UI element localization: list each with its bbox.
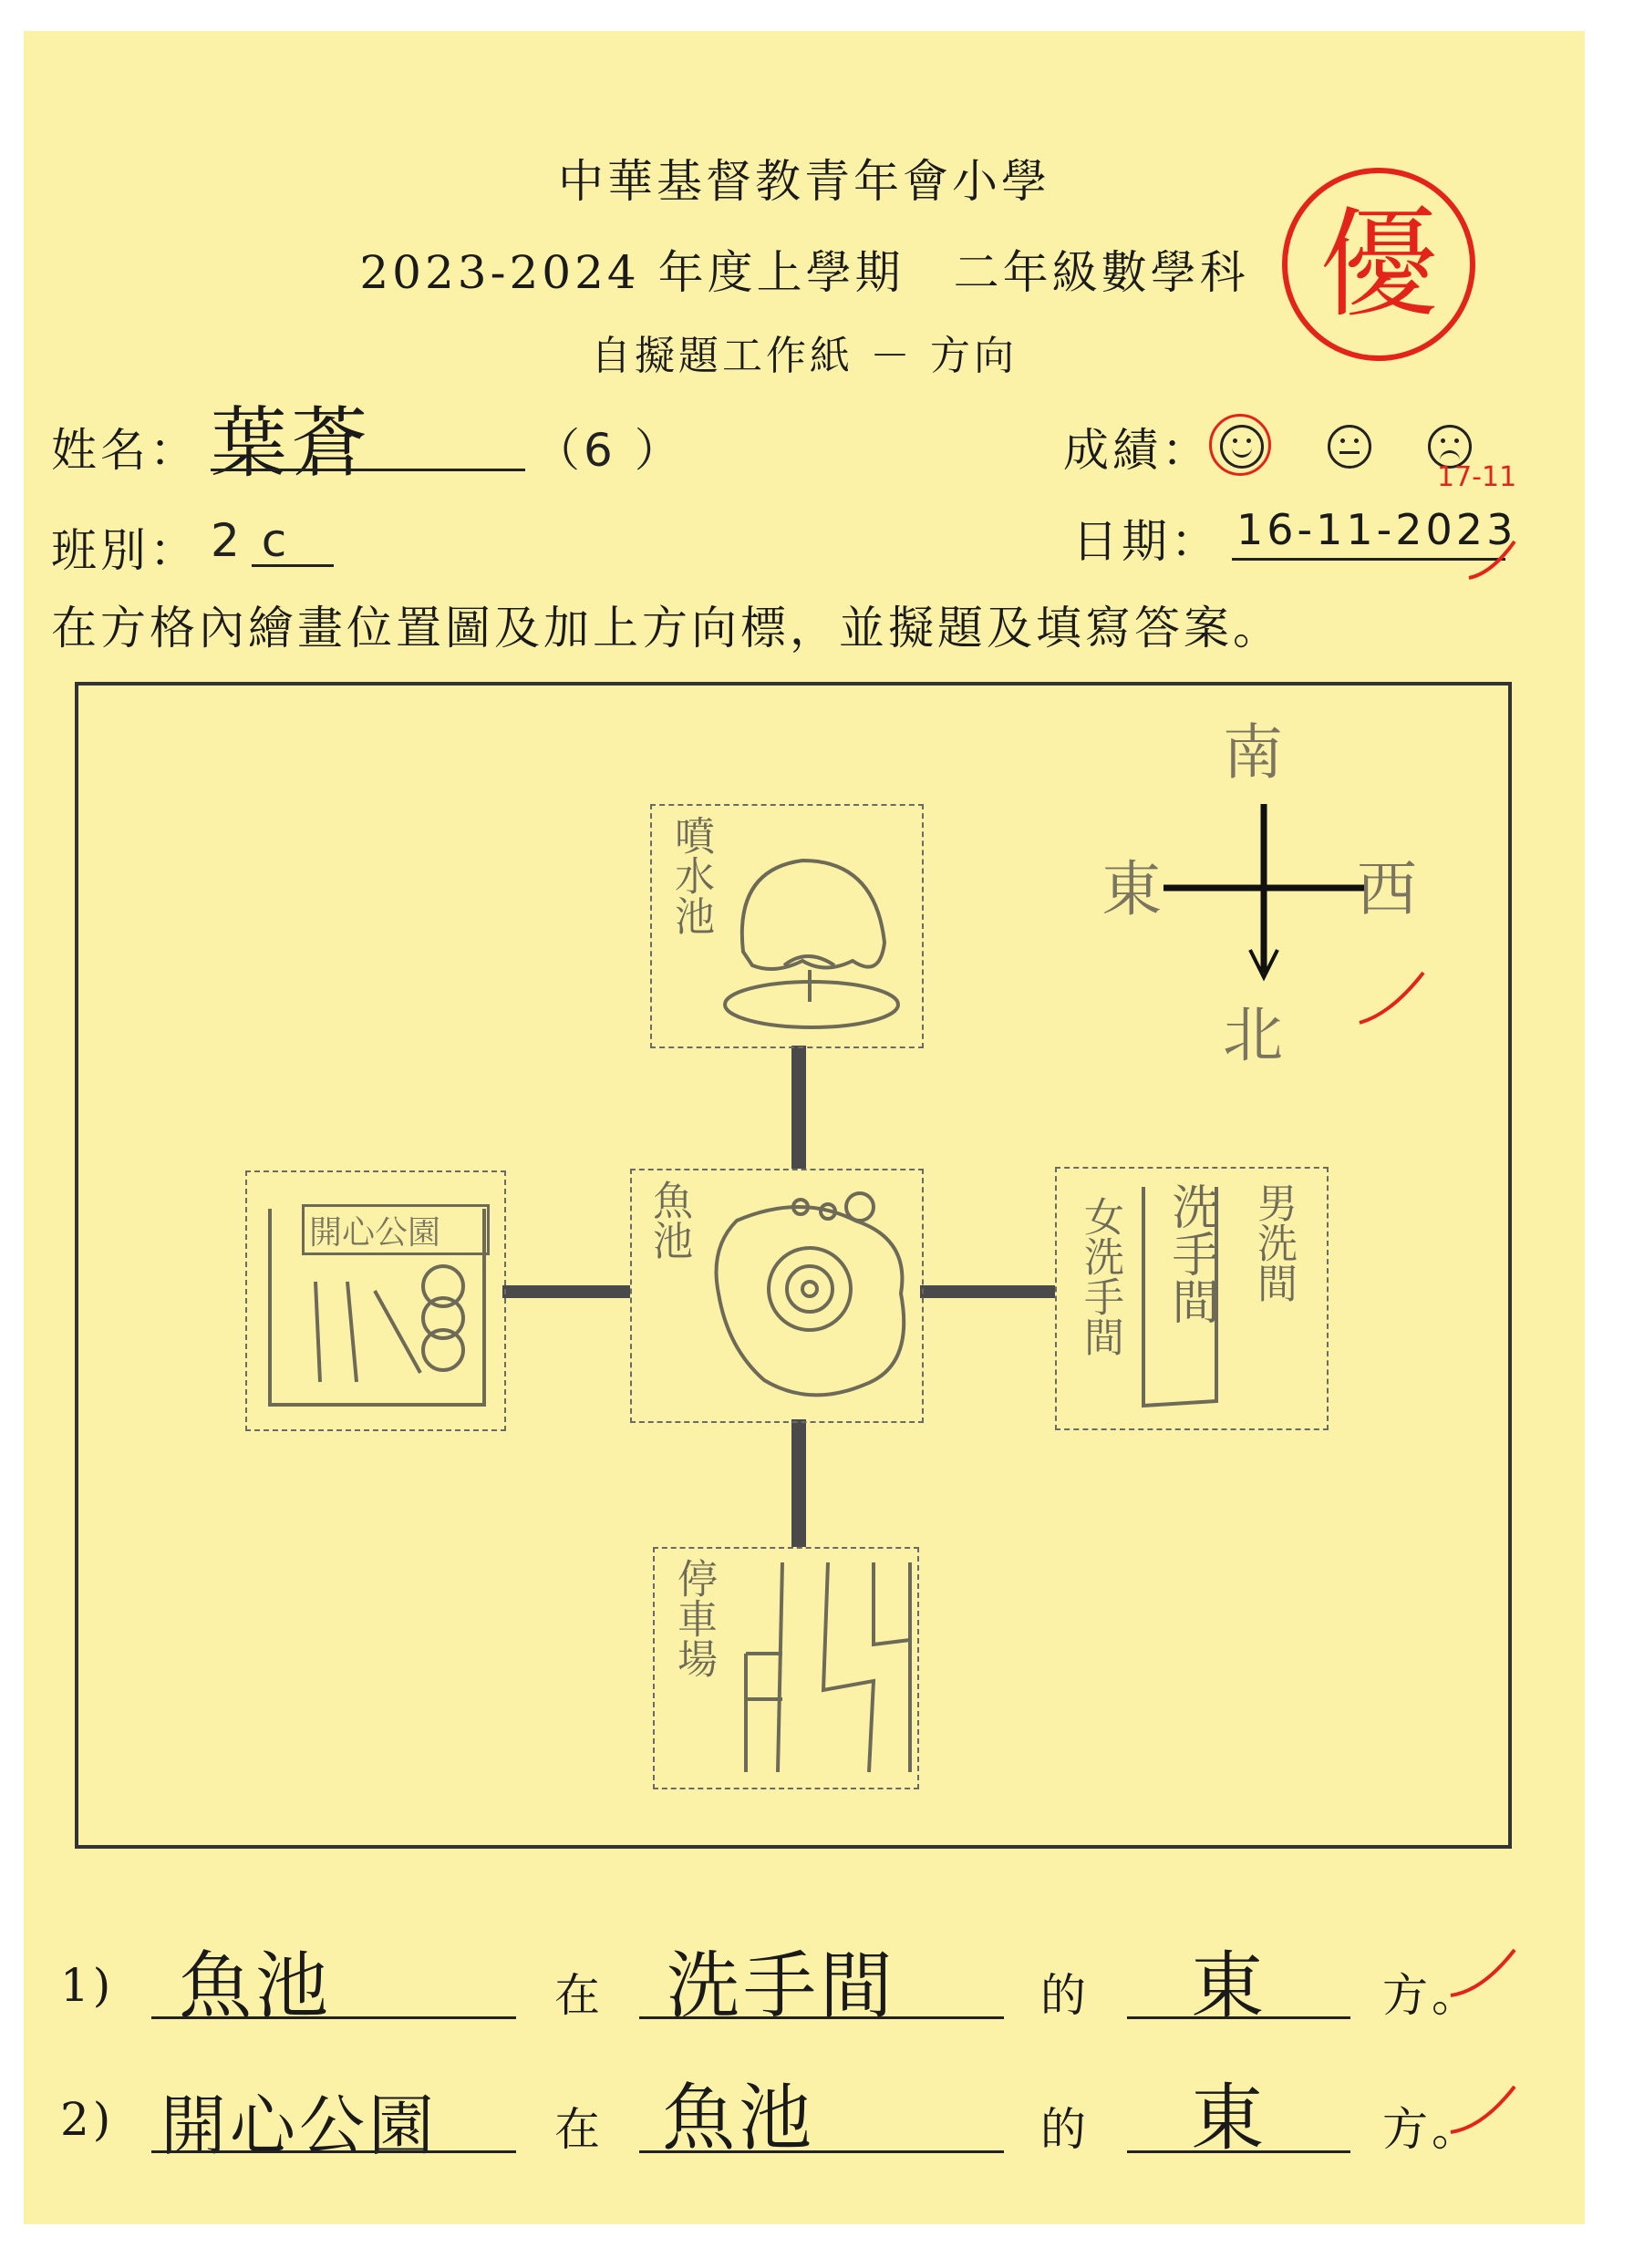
q1-checkmark [1446,1945,1519,2009]
toilets-box [1055,1167,1329,1430]
school-name: 中華基督教青年會小學 [558,155,1050,208]
fountain-label: 噴水池 [667,815,714,935]
q1-answer-b: 洗手間 [667,1943,896,2028]
class-underline [252,564,334,567]
parking-drawing-icon [728,1553,915,1781]
q1-answer-direction: 東 [1191,1943,1267,2028]
date-label: 日期： [1072,515,1220,568]
date-checkmark [1464,537,1519,592]
female-toilet-label: 女洗手間 [1077,1196,1123,1356]
parking-box [653,1547,919,1789]
name-label: 姓名： [51,424,199,477]
park-box [245,1170,506,1431]
compass-checkmark [1355,968,1428,1032]
name-value: 葉蒼 [211,398,372,488]
class-value: 2 c [211,514,291,567]
fountain-drawing-icon [716,842,907,1034]
fountain-box [650,804,924,1048]
q1-number: 1) [60,1959,115,2012]
worksheet [24,31,1585,2224]
q1-answer-a: 魚池 [179,1943,332,2028]
worksheet-title: 自擬題工作紙 － 方向 [591,333,1018,379]
excellent-stamp: 優 [1282,168,1475,361]
park-drawing-icon [256,1200,498,1423]
compass-east: 東 [1101,854,1162,924]
q2-underline-direction [1127,2150,1350,2153]
compass-south: 南 [1223,717,1283,788]
q1-underline-direction [1127,2016,1350,2019]
compass-arrow-icon [1154,804,1373,986]
selected-grade-circle [1209,414,1271,476]
q2-underline-b [639,2150,1004,2153]
q2-answer-b: 魚池 [662,2076,815,2160]
q2-answer-direction: 東 [1191,2076,1267,2160]
class-label: 班別： [51,524,199,577]
fishpond-box [630,1169,924,1423]
date-value: 16-11-2023 [1236,505,1517,554]
teacher-date: 17-11 [1437,461,1517,493]
q1-mid: 在 [554,1969,604,2022]
fishpond-drawing-icon [691,1184,919,1412]
name-underline [211,469,525,471]
washroom-label: 洗手間 [1163,1182,1218,1325]
q2-answer-a: 開心公園 [160,2088,439,2164]
grade-label: 成績： [1063,424,1211,477]
q2-mid: 在 [554,2103,604,2156]
connector-south [791,1419,806,1547]
neutral-face-icon [1328,425,1371,469]
q1-underline-a [151,2016,516,2019]
q2-underline-a [151,2150,516,2153]
q2-of: 的 [1040,2103,1090,2156]
connector-east [920,1285,1055,1298]
parking-label: 停車場 [670,1558,717,1678]
q2-checkmark [1446,2082,1519,2146]
student-number: （6 ） [534,424,684,477]
q1-end: 方。 [1382,1969,1481,2022]
instruction-text: 在方格內繪畫位置圖及加上方向標，並擬題及填寫答案。 [51,602,1282,655]
compass-north: 北 [1223,1000,1283,1070]
q1-of: 的 [1040,1969,1090,2022]
map-frame [75,682,1512,1849]
park-label: 開心公園 [309,1214,441,1252]
term-title: 2023-2024 年度上學期 二年級數學科 [359,246,1249,299]
connector-west [502,1285,630,1298]
q2-end: 方。 [1382,2103,1481,2156]
q1-underline-b [639,2016,1004,2019]
q2-number: 2) [60,2093,115,2146]
connector-north [791,1046,806,1169]
compass-west: 西 [1357,854,1417,924]
fishpond-label: 魚池 [646,1180,692,1260]
toilet-divider-icon [1134,1178,1226,1415]
male-toilet-label: 男洗間 [1250,1182,1297,1303]
